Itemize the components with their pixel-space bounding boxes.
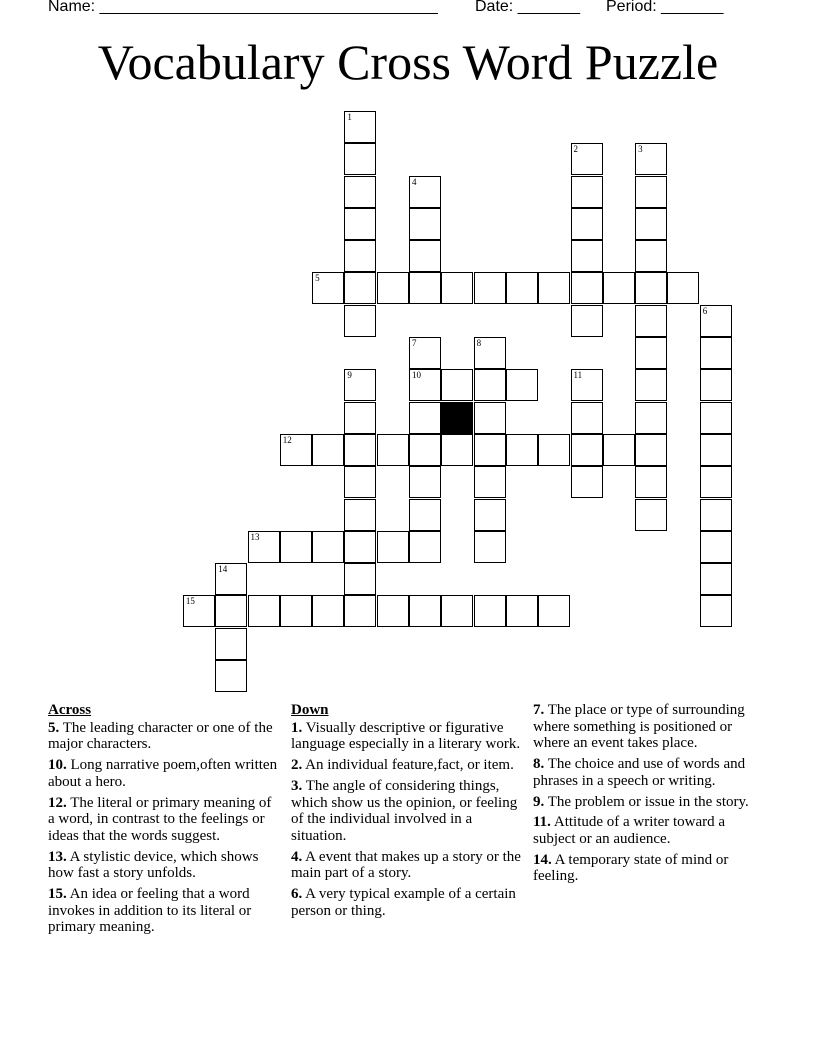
clue-number: 14 <box>218 564 228 575</box>
grid-cell[interactable] <box>409 402 441 434</box>
grid-cell[interactable] <box>474 337 506 369</box>
clue-item <box>48 886 280 936</box>
grid-cell[interactable] <box>635 208 667 240</box>
grid-cell[interactable] <box>474 434 506 466</box>
grid-cell[interactable] <box>183 595 215 627</box>
across-clue-list <box>48 720 280 936</box>
grid-cell[interactable] <box>474 499 506 531</box>
clue-number: 3 <box>638 144 643 155</box>
clue-text: A very typical example of a certain person or thing. <box>291 886 516 919</box>
grid-cell[interactable] <box>344 595 376 627</box>
grid-cell[interactable] <box>441 595 473 627</box>
grid-cell[interactable] <box>409 369 441 401</box>
grid-cell[interactable] <box>441 369 473 401</box>
clue-number: 10 <box>412 370 421 381</box>
clue-number: 9 <box>347 370 352 381</box>
clue-number: 5 <box>315 273 320 284</box>
grid-cell[interactable] <box>441 434 473 466</box>
grid-cell[interactable] <box>215 660 247 692</box>
grid-cell[interactable] <box>280 531 312 563</box>
grid-cell[interactable] <box>538 272 570 304</box>
down-clues <box>291 702 523 923</box>
grid-cell[interactable] <box>280 434 312 466</box>
grid-cell[interactable] <box>344 369 376 401</box>
clue-text: The choice and use of words and phrases in a speech or writing. <box>533 756 746 789</box>
period-field[interactable]: Period: _______ <box>606 0 724 15</box>
clue-text: A stylistic device, which shows how fast a story unfolds. <box>48 848 259 882</box>
clue-number: 11 <box>573 370 583 381</box>
clue-item <box>291 778 523 845</box>
clue-text: The problem or issue in the story. <box>544 793 749 810</box>
clue-item <box>533 756 765 789</box>
grid-cell[interactable] <box>312 595 344 627</box>
grid-cell[interactable] <box>571 240 603 272</box>
grid-cell[interactable] <box>700 531 732 563</box>
grid-cell[interactable] <box>344 434 376 466</box>
clue-number: 13 <box>250 531 260 542</box>
grid-cell[interactable] <box>700 499 732 531</box>
grid-cell[interactable] <box>571 305 603 337</box>
grid-cell[interactable] <box>312 434 344 466</box>
grid-cell[interactable] <box>571 369 603 401</box>
grid-cell[interactable] <box>409 337 441 369</box>
clue-item <box>48 795 280 845</box>
grid-cell[interactable] <box>474 595 506 627</box>
down-continued-clue-list <box>533 702 765 885</box>
grid-cell[interactable] <box>635 337 667 369</box>
clue-number: 9. <box>533 793 545 810</box>
grid-cell[interactable] <box>700 595 732 627</box>
grid-cell[interactable] <box>700 402 732 434</box>
grid-cell[interactable] <box>409 531 441 563</box>
clue-item <box>48 849 280 882</box>
grid-cell[interactable] <box>248 531 280 563</box>
clue-number: 12 <box>282 434 292 445</box>
grid-cell[interactable] <box>377 595 409 627</box>
grid-cell[interactable] <box>344 531 376 563</box>
grid-cell[interactable] <box>635 499 667 531</box>
clue-item <box>291 720 523 753</box>
grid-cell[interactable] <box>635 434 667 466</box>
grid-cell[interactable] <box>571 143 603 175</box>
clue-text: Attitude of a writer toward a subject or an audience. <box>533 814 726 847</box>
clue-number: 14. <box>533 851 552 868</box>
grid-cell[interactable] <box>635 272 667 304</box>
grid-cell[interactable] <box>571 466 603 498</box>
grid-cell[interactable] <box>474 466 506 498</box>
grid-cell[interactable] <box>700 563 732 595</box>
grid-cell[interactable] <box>635 369 667 401</box>
grid-cell[interactable] <box>215 563 247 595</box>
grid-cell[interactable] <box>474 531 506 563</box>
clue-number: 2 <box>573 144 578 155</box>
grid-cell[interactable] <box>506 272 538 304</box>
grid-cell[interactable] <box>571 208 603 240</box>
grid-cell[interactable] <box>344 208 376 240</box>
clue-number: 13. <box>48 848 67 865</box>
grid-cell[interactable] <box>571 402 603 434</box>
clue-number: 5. <box>48 719 60 736</box>
across-heading: Across <box>48 702 92 718</box>
grid-cell[interactable] <box>377 531 409 563</box>
clue-text: The literal or primary meaning of a word, in contrast to the feelings or ideas that the words suggest. <box>48 794 272 844</box>
clue-number: 8 <box>476 338 482 348</box>
grid-cell[interactable] <box>635 176 667 208</box>
grid-cell[interactable] <box>409 272 441 304</box>
clue-number: 1. <box>291 719 303 736</box>
clue-number: 12. <box>48 794 67 811</box>
clue-item <box>291 757 523 774</box>
grid-cell[interactable] <box>635 466 667 498</box>
clue-number: 4 <box>412 176 417 187</box>
grid-cell[interactable] <box>571 434 603 466</box>
down-heading: Down <box>291 702 329 718</box>
clue-item <box>533 852 765 885</box>
clue-item <box>291 886 523 919</box>
grid-cell[interactable] <box>409 466 441 498</box>
grid-cell[interactable] <box>603 272 635 304</box>
grid-cell[interactable] <box>344 305 376 337</box>
clue-item <box>48 720 280 753</box>
date-field[interactable]: Date: _______ <box>475 0 580 15</box>
clue-text: An idea or feeling that a word invokes in addition to its literal or primary meaning. <box>48 886 252 936</box>
grid-cell[interactable] <box>344 466 376 498</box>
grid-cell[interactable] <box>474 369 506 401</box>
grid-cell[interactable] <box>700 337 732 369</box>
grid-cell[interactable] <box>215 628 247 660</box>
grid-cell[interactable] <box>700 369 732 401</box>
clue-number: 2. <box>291 757 303 774</box>
grid-cell[interactable] <box>280 595 312 627</box>
grid-cell[interactable] <box>344 176 376 208</box>
grid-cell[interactable] <box>377 272 409 304</box>
clue-number: 15. <box>48 886 67 903</box>
grid-cell[interactable] <box>700 434 732 466</box>
grid-cell[interactable] <box>635 240 667 272</box>
grid-cell[interactable] <box>248 595 280 627</box>
grid-cell[interactable] <box>312 531 344 563</box>
clue-text: The place or type of surrounding where something is positioned or where an event takes place. <box>533 702 745 752</box>
grid-cell[interactable] <box>344 402 376 434</box>
clue-number: 1 <box>347 111 352 122</box>
clue-text: The angle of considering things, which show us the opinion, or feeling of the individual involved in a situation. <box>291 777 518 844</box>
grid-cell[interactable] <box>409 499 441 531</box>
grid-cell[interactable] <box>474 402 506 434</box>
grid-cell[interactable] <box>344 111 376 143</box>
grid-cell[interactable] <box>344 499 376 531</box>
down-clue-list <box>291 720 523 920</box>
grid-cell[interactable] <box>344 563 376 595</box>
clue-item <box>533 702 765 752</box>
grid-cell[interactable] <box>635 402 667 434</box>
grid-cell[interactable] <box>377 434 409 466</box>
grid-cell[interactable] <box>700 305 732 337</box>
clue-number: 4. <box>291 848 303 865</box>
clue-item <box>48 757 280 790</box>
across-clues <box>48 702 280 940</box>
clue-text: An individual feature,fact, or item. <box>302 757 514 774</box>
clue-number: 10. <box>48 757 67 774</box>
clue-number: 3. <box>291 777 303 794</box>
grid-cell[interactable] <box>344 272 376 304</box>
grid-cell[interactable] <box>635 305 667 337</box>
grid-cell[interactable] <box>506 595 538 627</box>
name-field[interactable]: Name: ______________________________________ <box>48 0 438 15</box>
clue-number: 6 <box>702 305 708 316</box>
grid-cell[interactable] <box>344 240 376 272</box>
grid-cell[interactable] <box>344 143 376 175</box>
grid-cell[interactable] <box>441 272 473 304</box>
grid-cell[interactable] <box>312 272 344 304</box>
clue-text: Long narrative poem,often written about a hero. <box>48 757 278 790</box>
clue-text: A temporary state of mind or feeling. <box>533 851 729 885</box>
down-clues-continued <box>533 702 765 889</box>
clue-number: 15 <box>185 596 195 607</box>
clue-number: 6. <box>291 886 303 903</box>
clue-item <box>291 849 523 882</box>
grid-cell[interactable] <box>700 466 732 498</box>
clue-text: The leading character or one of the major characters. <box>48 719 273 753</box>
grid-cell[interactable] <box>215 595 247 627</box>
clue-number: 7. <box>533 702 545 718</box>
grid-cell[interactable] <box>603 434 635 466</box>
grid-cell[interactable] <box>409 208 441 240</box>
grid-cell[interactable] <box>667 272 699 304</box>
grid-cell[interactable] <box>538 595 570 627</box>
grid-cell[interactable] <box>571 176 603 208</box>
black-cell <box>441 402 473 434</box>
grid-cell[interactable] <box>506 434 538 466</box>
grid-cell[interactable] <box>538 434 570 466</box>
grid-cell[interactable] <box>474 272 506 304</box>
clue-number: 7 <box>412 338 417 348</box>
clue-number: 11. <box>533 814 551 831</box>
grid-cell[interactable] <box>506 369 538 401</box>
puzzle-title: Vocabulary Cross Word Puzzle <box>97 34 719 90</box>
grid-cell[interactable] <box>409 240 441 272</box>
grid-cell[interactable] <box>409 176 441 208</box>
clue-text: A event that makes up a story or the main part of a story. <box>291 848 521 882</box>
grid-cell[interactable] <box>635 143 667 175</box>
clue-text: Visually descriptive or figurative language especially in a literary work. <box>291 719 521 753</box>
grid-cell[interactable] <box>571 272 603 304</box>
clue-item <box>533 814 765 847</box>
grid-cell[interactable] <box>409 595 441 627</box>
clue-item <box>533 794 765 811</box>
clue-number: 8. <box>533 756 545 773</box>
grid-cell[interactable] <box>409 434 441 466</box>
